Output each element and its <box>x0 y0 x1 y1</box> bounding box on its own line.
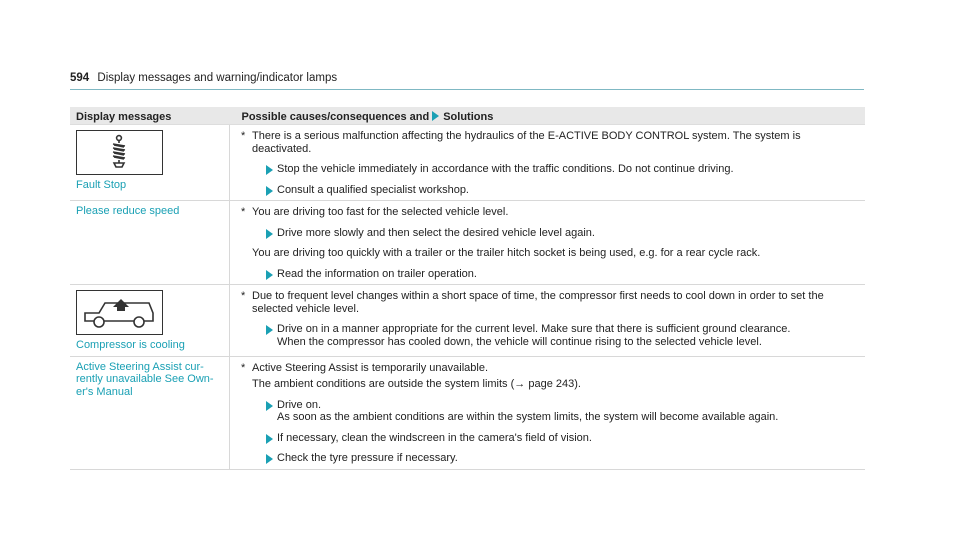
solution-step: Drive more slowly and then select the desired vehicle level again. <box>240 227 859 240</box>
cause-text: * There is a serious malfunction affecting the hydraulics of the E-ACTIVE BODY CONTROL system. The system is deactivated. <box>241 130 801 155</box>
suspension-spring-icon <box>76 130 163 175</box>
play-arrow-icon <box>266 325 273 335</box>
solution-step: If necessary, clean the windscreen in the camera's field of vision. <box>240 432 859 445</box>
col-display-messages: Display messages <box>70 107 230 125</box>
message-label: Active Steering Assist cur- rently unavailable See Own- er's Manual <box>76 360 214 398</box>
message-label: Compressor is cooling <box>76 339 185 351</box>
solution-step: Stop the vehicle immediately in accordance with the traffic conditions. Do not continue driving. <box>240 163 859 176</box>
cause-text: * Due to frequent level changes within a short space of time, the compressor first needs to cool down in order to set the selected vehicle level. <box>241 290 824 315</box>
play-arrow-icon <box>266 401 273 411</box>
play-arrow-icon <box>266 454 273 464</box>
play-arrow-icon <box>266 229 273 239</box>
info-paragraph: You are driving too quickly with a trailer or the trailer hitch socket is being used, e.g. for a rear cycle rack. <box>252 247 761 259</box>
header-rule <box>70 89 864 90</box>
message-label: Please reduce speed <box>76 205 180 217</box>
play-arrow-icon <box>432 111 439 121</box>
solution-step: Consult a qualified specialist workshop. <box>240 184 859 197</box>
solution-step: Drive on. As soon as the ambient conditions are within the system limits, the system will become available again. <box>240 399 859 424</box>
info-paragraph: The ambient conditions are outside the system limits (→ page 243). <box>252 378 581 390</box>
page-title: Display messages and warning/indicator lamps <box>97 72 338 84</box>
messages-table <box>70 107 865 470</box>
col-causes-solutions: Possible causes/consequences and Solutions <box>230 107 866 125</box>
message-label: Fault Stop <box>76 179 127 191</box>
play-arrow-icon <box>266 434 273 444</box>
table-row <box>70 125 865 201</box>
solution-step: Check the tyre pressure if necessary. <box>240 452 859 465</box>
page-number: 594 <box>70 72 90 84</box>
solution-step: Drive on in a manner appropriate for the current level. Make sure that there is sufficient ground clearance. When the compressor has cooled down, the vehicle will continue rising to the selected vehicle level. <box>240 323 859 348</box>
table-row <box>70 285 865 357</box>
table-row <box>70 356 865 469</box>
play-arrow-icon <box>266 270 273 280</box>
cause-text: * You are driving too fast for the selected vehicle level. <box>241 206 509 218</box>
play-arrow-icon <box>266 165 273 175</box>
table-row <box>70 201 865 285</box>
cause-text: * Active Steering Assist is temporarily unavailable. <box>241 361 488 374</box>
page-header <box>70 72 337 84</box>
play-arrow-icon <box>266 186 273 196</box>
table-header-row <box>70 107 865 125</box>
vehicle-level-raise-icon <box>76 290 163 335</box>
solution-step: Read the information on trailer operation. <box>240 268 859 281</box>
